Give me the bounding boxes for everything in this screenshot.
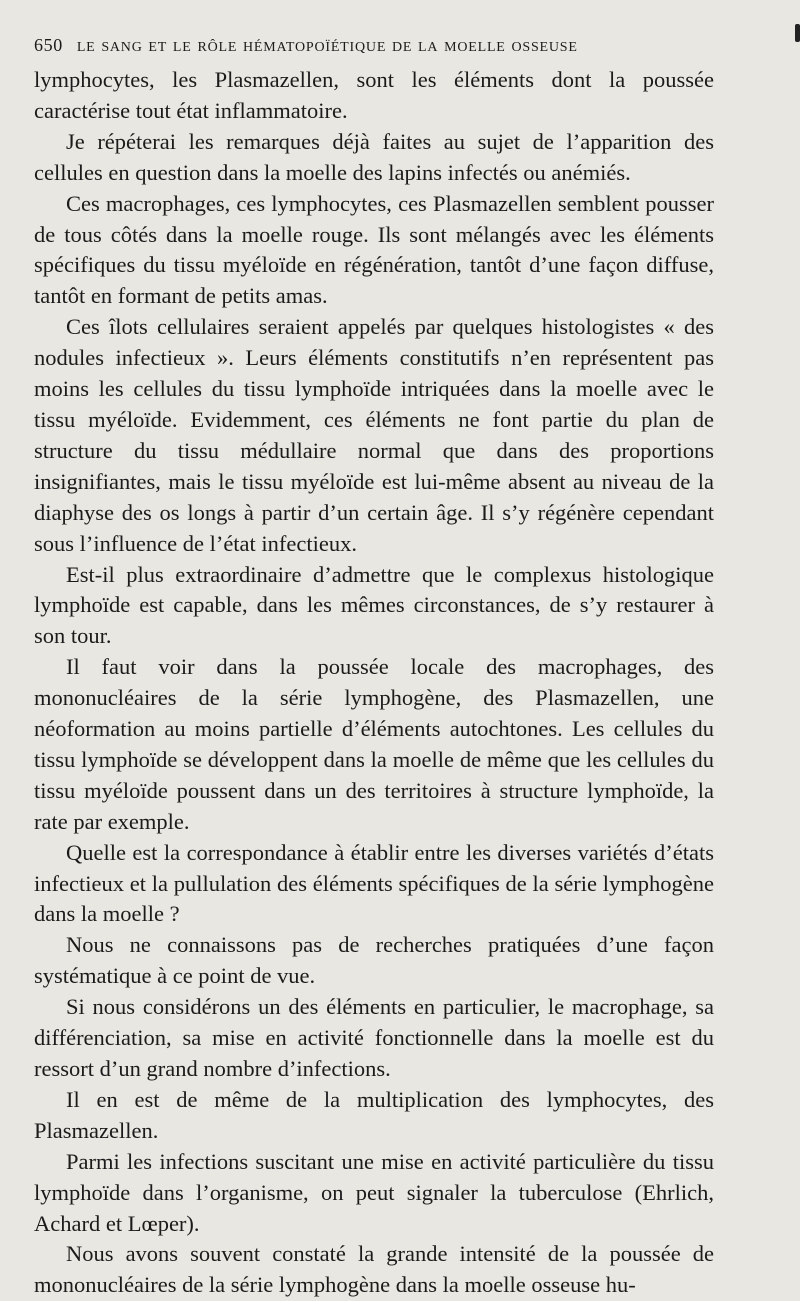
paragraph: Il en est de même de la multiplication des lymphocytes, des Plasmazellen. <box>34 1086 714 1143</box>
page-edge-mark <box>795 24 800 42</box>
paragraph-continuation: lymphocytes, les Plasmazellen, sont les éléments dont la poussée caractérise tout état inflammatoire. <box>34 67 714 123</box>
paragraph: Nous avons souvent constaté la grande intensité de la poussée de mononucléaires de la série lymphogène dans la moelle osseuse hu- <box>34 1241 714 1298</box>
paragraph: Il faut voir dans la poussée locale des macrophages, des mononucléaires de la série lymphogène, des Plasmazellen, une néoformation au moins partielle d’éléments autochtones. Les cellules du tissu lymphoïde se développent dans la moelle de même que les cellules du tissu myéloïde poussent dans un des territoires à structure lymphoïde, la rate par exemple. <box>34 654 714 834</box>
page-number: 650 <box>34 35 63 55</box>
paragraph: Nous ne connaissons pas de recherches pratiquées d’une façon systématique à ce point de vue. <box>34 932 714 989</box>
body-text <box>34 65 714 1301</box>
paragraph: Parmi les infections suscitant une mise en activité particulière du tissu lymphoïde dans l’organisme, on peut signaler la tuberculose (Ehrlich, Achard et Lœper). <box>34 1148 714 1236</box>
paragraph: Ces macrophages, ces lymphocytes, ces Plasmazellen semblent pousser de tous côtés dans la moelle rouge. Ils sont mélangés avec les éléments spécifiques du tissu myéloïde en régénération, tantôt d’une façon diffuse, tantôt en formant de petits amas. <box>34 190 714 309</box>
paragraph: Quelle est la correspondance à établir entre les diverses variétés d’états infectieux et la pullulation des éléments spécifiques de la série lymphogène dans la moelle ? <box>34 839 714 927</box>
running-title: le sang et le rôle hématopoïétique de la moelle osseuse <box>76 34 578 56</box>
paragraph: Ces îlots cellulaires seraient appelés par quelques histologistes « des nodules infectieux ». Leurs éléments constitutifs n’en représentent pas moins les cellules du tissu lymphoïde intriquées dans la moelle avec le tissu myéloïde. Evidemment, ces éléments ne font partie du plan de structure du tissu médullaire normal que dans des proportions insignifiantes, mais le tissu myéloïde est lui-même absent au niveau de la diaphyse des os longs à partir d’un certain âge. Il s’y régénère cependant sous l’influence de l’état infectieux. <box>34 314 714 556</box>
running-header <box>34 34 714 57</box>
paragraph: Est-il plus extraordinaire d’admettre que le complexus histologique lymphoïde est capable, dans les mêmes circonstances, de s’y restaurer à son tour. <box>34 561 714 649</box>
paragraph: Je répéterai les remarques déjà faites au sujet de l’apparition des cellules en question dans la moelle des lapins infectés ou anémiés. <box>34 128 714 185</box>
paragraph: Si nous considérons un des éléments en particulier, le macrophage, sa différenciation, sa mise en activité fonctionnelle dans la moelle est du ressort d’un grand nombre d’infections. <box>34 994 714 1081</box>
